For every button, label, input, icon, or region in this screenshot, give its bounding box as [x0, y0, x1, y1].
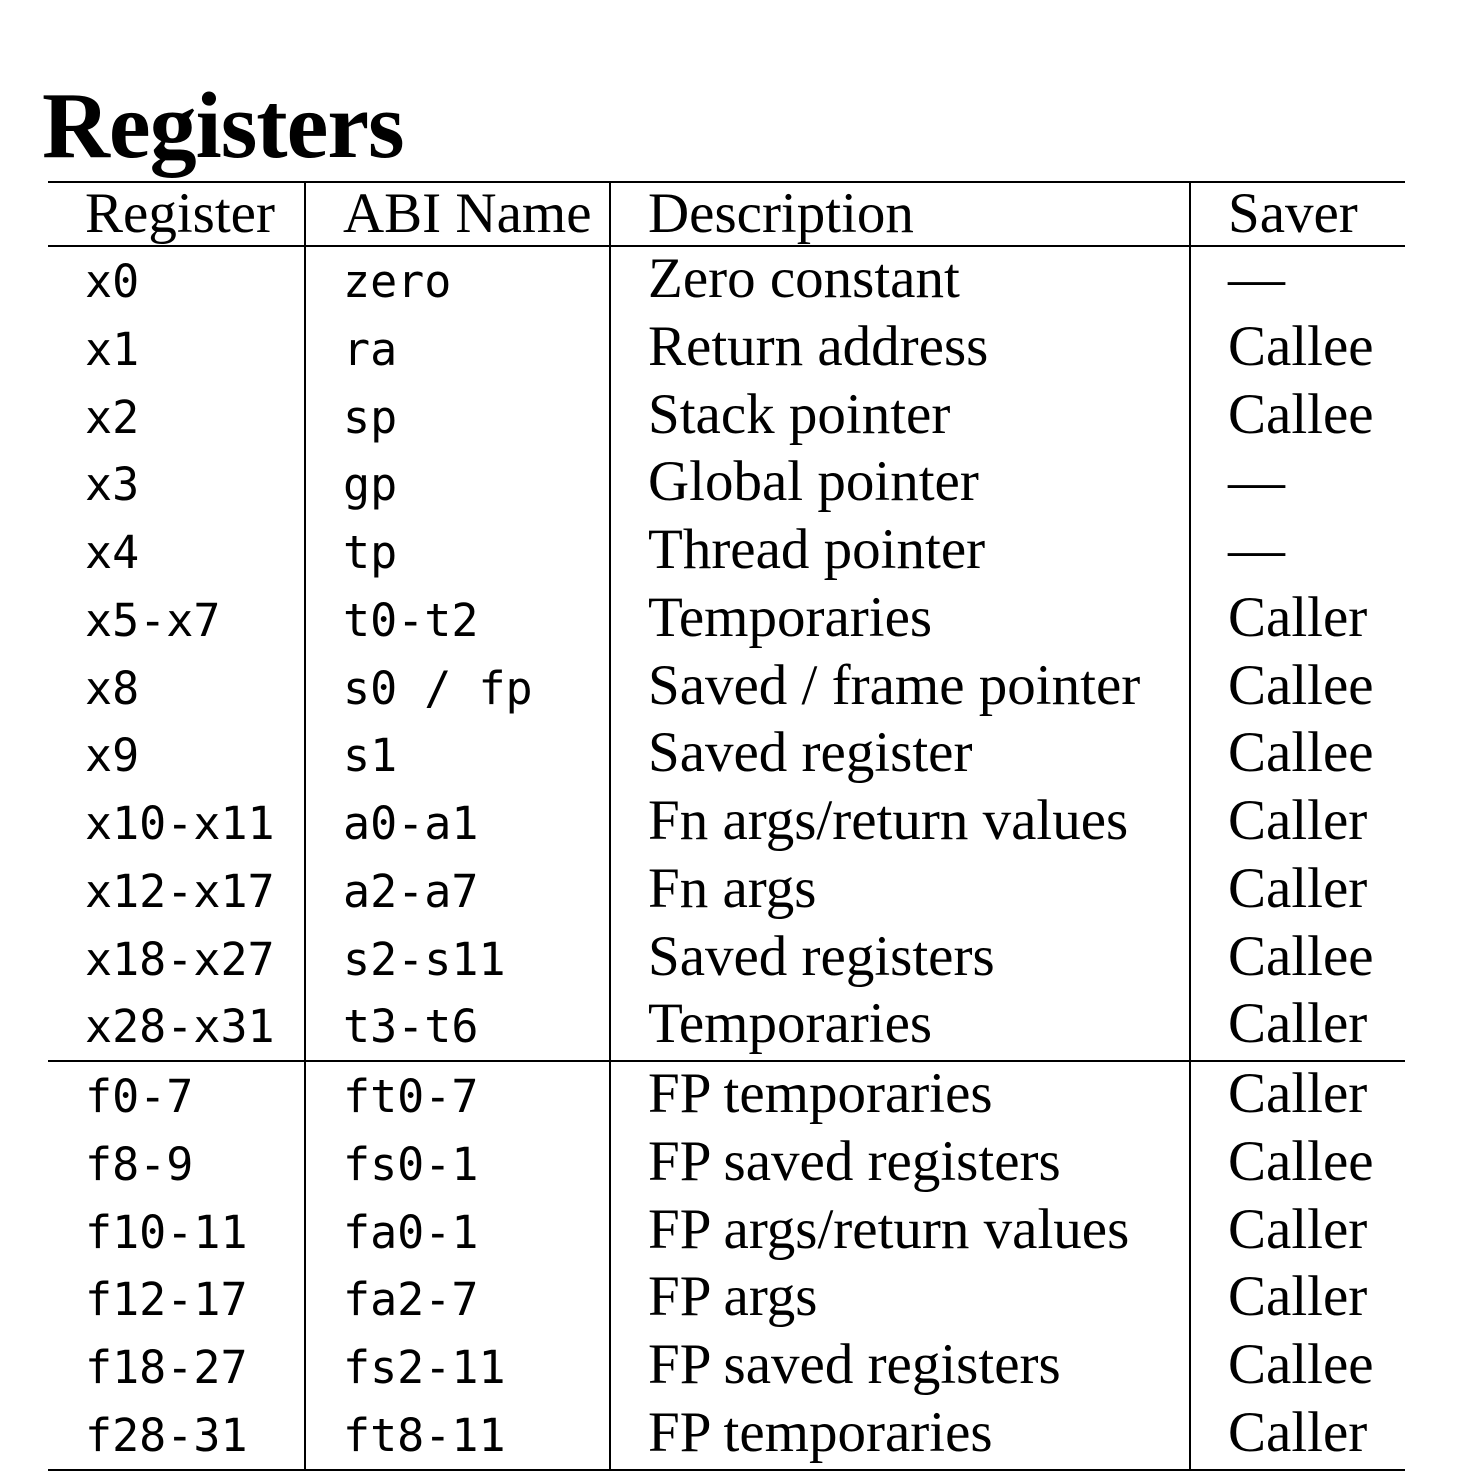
integer-register-rows — [48, 246, 1405, 1061]
abi-name-cell: fa0-1 — [305, 1198, 610, 1266]
abi-name-cell: gp — [305, 450, 610, 518]
register-cell: x12-x17 — [48, 857, 305, 925]
saver-cell: Callee — [1228, 653, 1374, 717]
table-row — [48, 1333, 1405, 1401]
table-row — [48, 383, 1405, 451]
saver-cell: Caller — [1190, 1061, 1405, 1130]
register-cell: f0-7 — [48, 1061, 305, 1130]
register-cell: x5-x7 — [48, 586, 305, 654]
description-cell: Return address — [610, 315, 1190, 383]
register-cell: x3 — [48, 450, 305, 518]
registers-table — [48, 181, 1405, 1471]
column-header-description: Description — [610, 182, 1190, 246]
abi-name-cell: a2-a7 — [305, 857, 610, 925]
description-cell: Saved register — [610, 721, 1190, 789]
saver-cell: Callee — [1228, 1333, 1374, 1396]
abi-name-cell: s2-s11 — [305, 925, 610, 993]
table-row — [48, 992, 1405, 1061]
table-row — [48, 586, 1405, 654]
saver-cell: — — [1228, 247, 1285, 310]
abi-name-cell: fa2-7 — [305, 1265, 610, 1333]
description-cell: Saved / frame pointer — [610, 654, 1190, 722]
abi-name-cell: ft8-11 — [305, 1401, 610, 1470]
table-row — [48, 721, 1405, 789]
saver-cell: Caller — [1228, 789, 1368, 852]
description-cell: FP temporaries — [610, 1401, 1190, 1470]
register-cell: x4 — [48, 518, 305, 586]
saver-cell: — — [1228, 450, 1285, 514]
abi-name-cell: ra — [305, 315, 610, 383]
saver-cell: Caller — [1228, 992, 1368, 1056]
abi-name-cell: t3-t6 — [305, 992, 610, 1061]
register-cell: f8-9 — [48, 1130, 305, 1198]
register-cell: x2 — [48, 383, 305, 451]
saver-cell: — — [1228, 518, 1285, 581]
saver-cell: Callee — [1228, 314, 1374, 378]
table-row — [48, 654, 1405, 722]
register-cell: f10-11 — [48, 1198, 305, 1266]
saver-cell: Caller — [1228, 1197, 1368, 1261]
register-cell: x18-x27 — [48, 925, 305, 993]
description-cell: Temporaries — [610, 992, 1190, 1061]
register-cell: x8 — [48, 654, 305, 722]
column-header-saver: Saver — [1228, 182, 1358, 245]
abi-name-cell: zero — [305, 246, 610, 315]
table-header — [48, 182, 1405, 246]
description-cell: Temporaries — [610, 586, 1190, 654]
abi-name-cell: fs0-1 — [305, 1130, 610, 1198]
page-title: Registers — [42, 73, 404, 178]
register-cell: x1 — [48, 315, 305, 383]
description-cell: FP saved registers — [610, 1333, 1190, 1401]
description-cell: Stack pointer — [610, 383, 1190, 451]
column-header-register: Register — [48, 182, 305, 246]
abi-name-cell: sp — [305, 383, 610, 451]
description-cell: FP args/return values — [610, 1198, 1190, 1266]
description-cell: Global pointer — [610, 450, 1190, 518]
table-row — [48, 1265, 1405, 1333]
header-row — [48, 182, 1405, 246]
table-row — [48, 315, 1405, 383]
table-row — [48, 1401, 1405, 1470]
saver-cell: Callee — [1228, 1129, 1374, 1193]
saver-cell: Caller — [1228, 856, 1368, 920]
abi-name-cell: fs2-11 — [305, 1333, 610, 1401]
table-row — [48, 789, 1405, 857]
description-cell: FP temporaries — [610, 1061, 1190, 1130]
fp-register-rows — [48, 1061, 1405, 1470]
register-cell: x28-x31 — [48, 992, 305, 1061]
abi-name-cell: t0-t2 — [305, 586, 610, 654]
register-cell: f18-27 — [48, 1333, 305, 1401]
register-cell: f12-17 — [48, 1265, 305, 1333]
abi-name-cell: s1 — [305, 721, 610, 789]
register-cell: f28-31 — [48, 1401, 305, 1470]
abi-name-cell: tp — [305, 518, 610, 586]
table-row — [48, 925, 1405, 993]
register-cell: x0 — [48, 246, 305, 315]
description-cell: Fn args/return values — [610, 789, 1190, 857]
table-row — [48, 518, 1405, 586]
description-cell: Saved registers — [610, 925, 1190, 993]
description-cell: Zero constant — [610, 246, 1190, 315]
saver-cell: Callee — [1228, 382, 1374, 446]
abi-name-cell: s0 / fp — [305, 654, 610, 722]
saver-cell: Caller — [1228, 1265, 1368, 1329]
column-header-abi-name: ABI Name — [305, 182, 610, 246]
saver-cell: Callee — [1228, 721, 1374, 785]
table-row — [48, 450, 1405, 518]
abi-name-cell: ft0-7 — [305, 1061, 610, 1130]
table-row — [48, 246, 1405, 315]
table-row — [48, 1061, 1405, 1130]
abi-name-cell: a0-a1 — [305, 789, 610, 857]
register-cell: x10-x11 — [48, 789, 305, 857]
description-cell: FP args — [610, 1265, 1190, 1333]
table-row — [48, 1198, 1405, 1266]
register-cell: x9 — [48, 721, 305, 789]
table-row — [48, 857, 1405, 925]
table-row — [48, 1130, 1405, 1198]
description-cell: Thread pointer — [610, 518, 1190, 586]
saver-cell: Callee — [1228, 924, 1374, 988]
description-cell: Fn args — [610, 857, 1190, 925]
description-cell: FP saved registers — [610, 1130, 1190, 1198]
saver-cell: Caller — [1228, 585, 1368, 649]
saver-cell: Caller — [1228, 1400, 1368, 1464]
